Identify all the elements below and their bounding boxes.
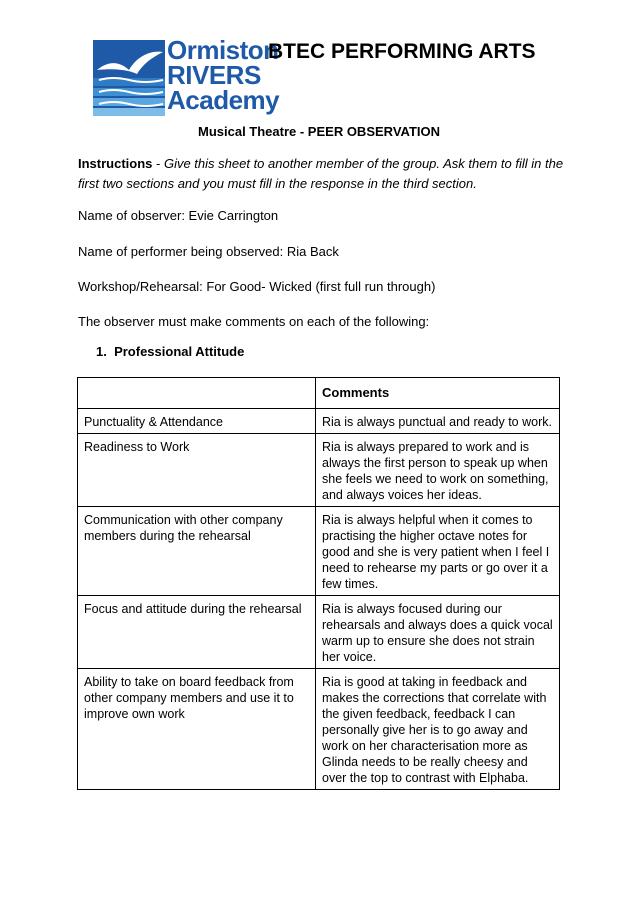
table-row — [78, 507, 560, 596]
document-title: BTEC PERFORMING ARTS — [268, 40, 536, 63]
observer-note: The observer must make comments on each of the following: — [78, 314, 430, 329]
bird-over-waves-icon — [93, 40, 165, 116]
logo-line-3: Academy — [167, 85, 280, 115]
table-header-row — [78, 378, 560, 409]
instructions-paragraph — [78, 154, 568, 194]
table-row — [78, 409, 560, 434]
instructions-text: Give this sheet to another member of the group. Ask them to fill in the first two sections and you must fill in the response in the third section. — [78, 156, 564, 191]
workshop-name: Workshop/Rehearsal: For Good- Wicked (first full run through) — [78, 279, 436, 294]
section-heading — [96, 344, 244, 359]
logo-line-1: Ormiston — [167, 35, 279, 65]
comment-cell: Ria is always prepared to work and is always the first person to speak up when she feels we need to work on something, and always voices her ideas. — [316, 434, 560, 507]
academy-logo — [93, 35, 280, 116]
section-number: 1. — [96, 344, 107, 359]
observer-name: Name of observer: Evie Carrington — [78, 208, 279, 223]
table-row — [78, 434, 560, 507]
criterion-cell: Ability to take on board feedback from other company members and use it to improve own work — [78, 669, 316, 790]
document-subtitle: Musical Theatre - PEER OBSERVATION — [198, 124, 440, 139]
instructions-separator: - — [152, 156, 164, 171]
comment-cell: Ria is always focused during our rehearsals and always does a quick vocal warm up to ensure she does not strain her voice. — [316, 596, 560, 669]
criterion-cell: Communication with other company members during the rehearsal — [78, 507, 316, 596]
comment-cell: Ria is always helpful when it comes to practising the higher octave notes for good and she is very patient when I feel I need to rehearse my parts or go over it a few times. — [316, 507, 560, 596]
table-header-criterion — [78, 378, 316, 409]
criterion-cell: Readiness to Work — [78, 434, 316, 507]
professional-attitude-table — [77, 377, 560, 790]
table-row — [78, 669, 560, 790]
logo-wordmark — [167, 35, 280, 115]
table-header-comments: Comments — [316, 378, 560, 409]
comment-cell: Ria is always punctual and ready to work. — [316, 409, 560, 434]
section-title: Professional Attitude — [114, 344, 245, 359]
comment-cell: Ria is good at taking in feedback and makes the corrections that correlate with the given feedback, feedback I can personally give her is to go away and work on her characterisation more as Glinda needs to be really cheesy and over the top to contrast with Elphaba. — [316, 669, 560, 790]
table-row — [78, 596, 560, 669]
instructions-label: Instructions — [78, 156, 153, 171]
performer-name: Name of performer being observed: Ria Back — [78, 244, 339, 259]
logo-line-2: RIVERS — [167, 60, 261, 90]
criterion-cell: Punctuality & Attendance — [78, 409, 316, 434]
criterion-cell: Focus and attitude during the rehearsal — [78, 596, 316, 669]
